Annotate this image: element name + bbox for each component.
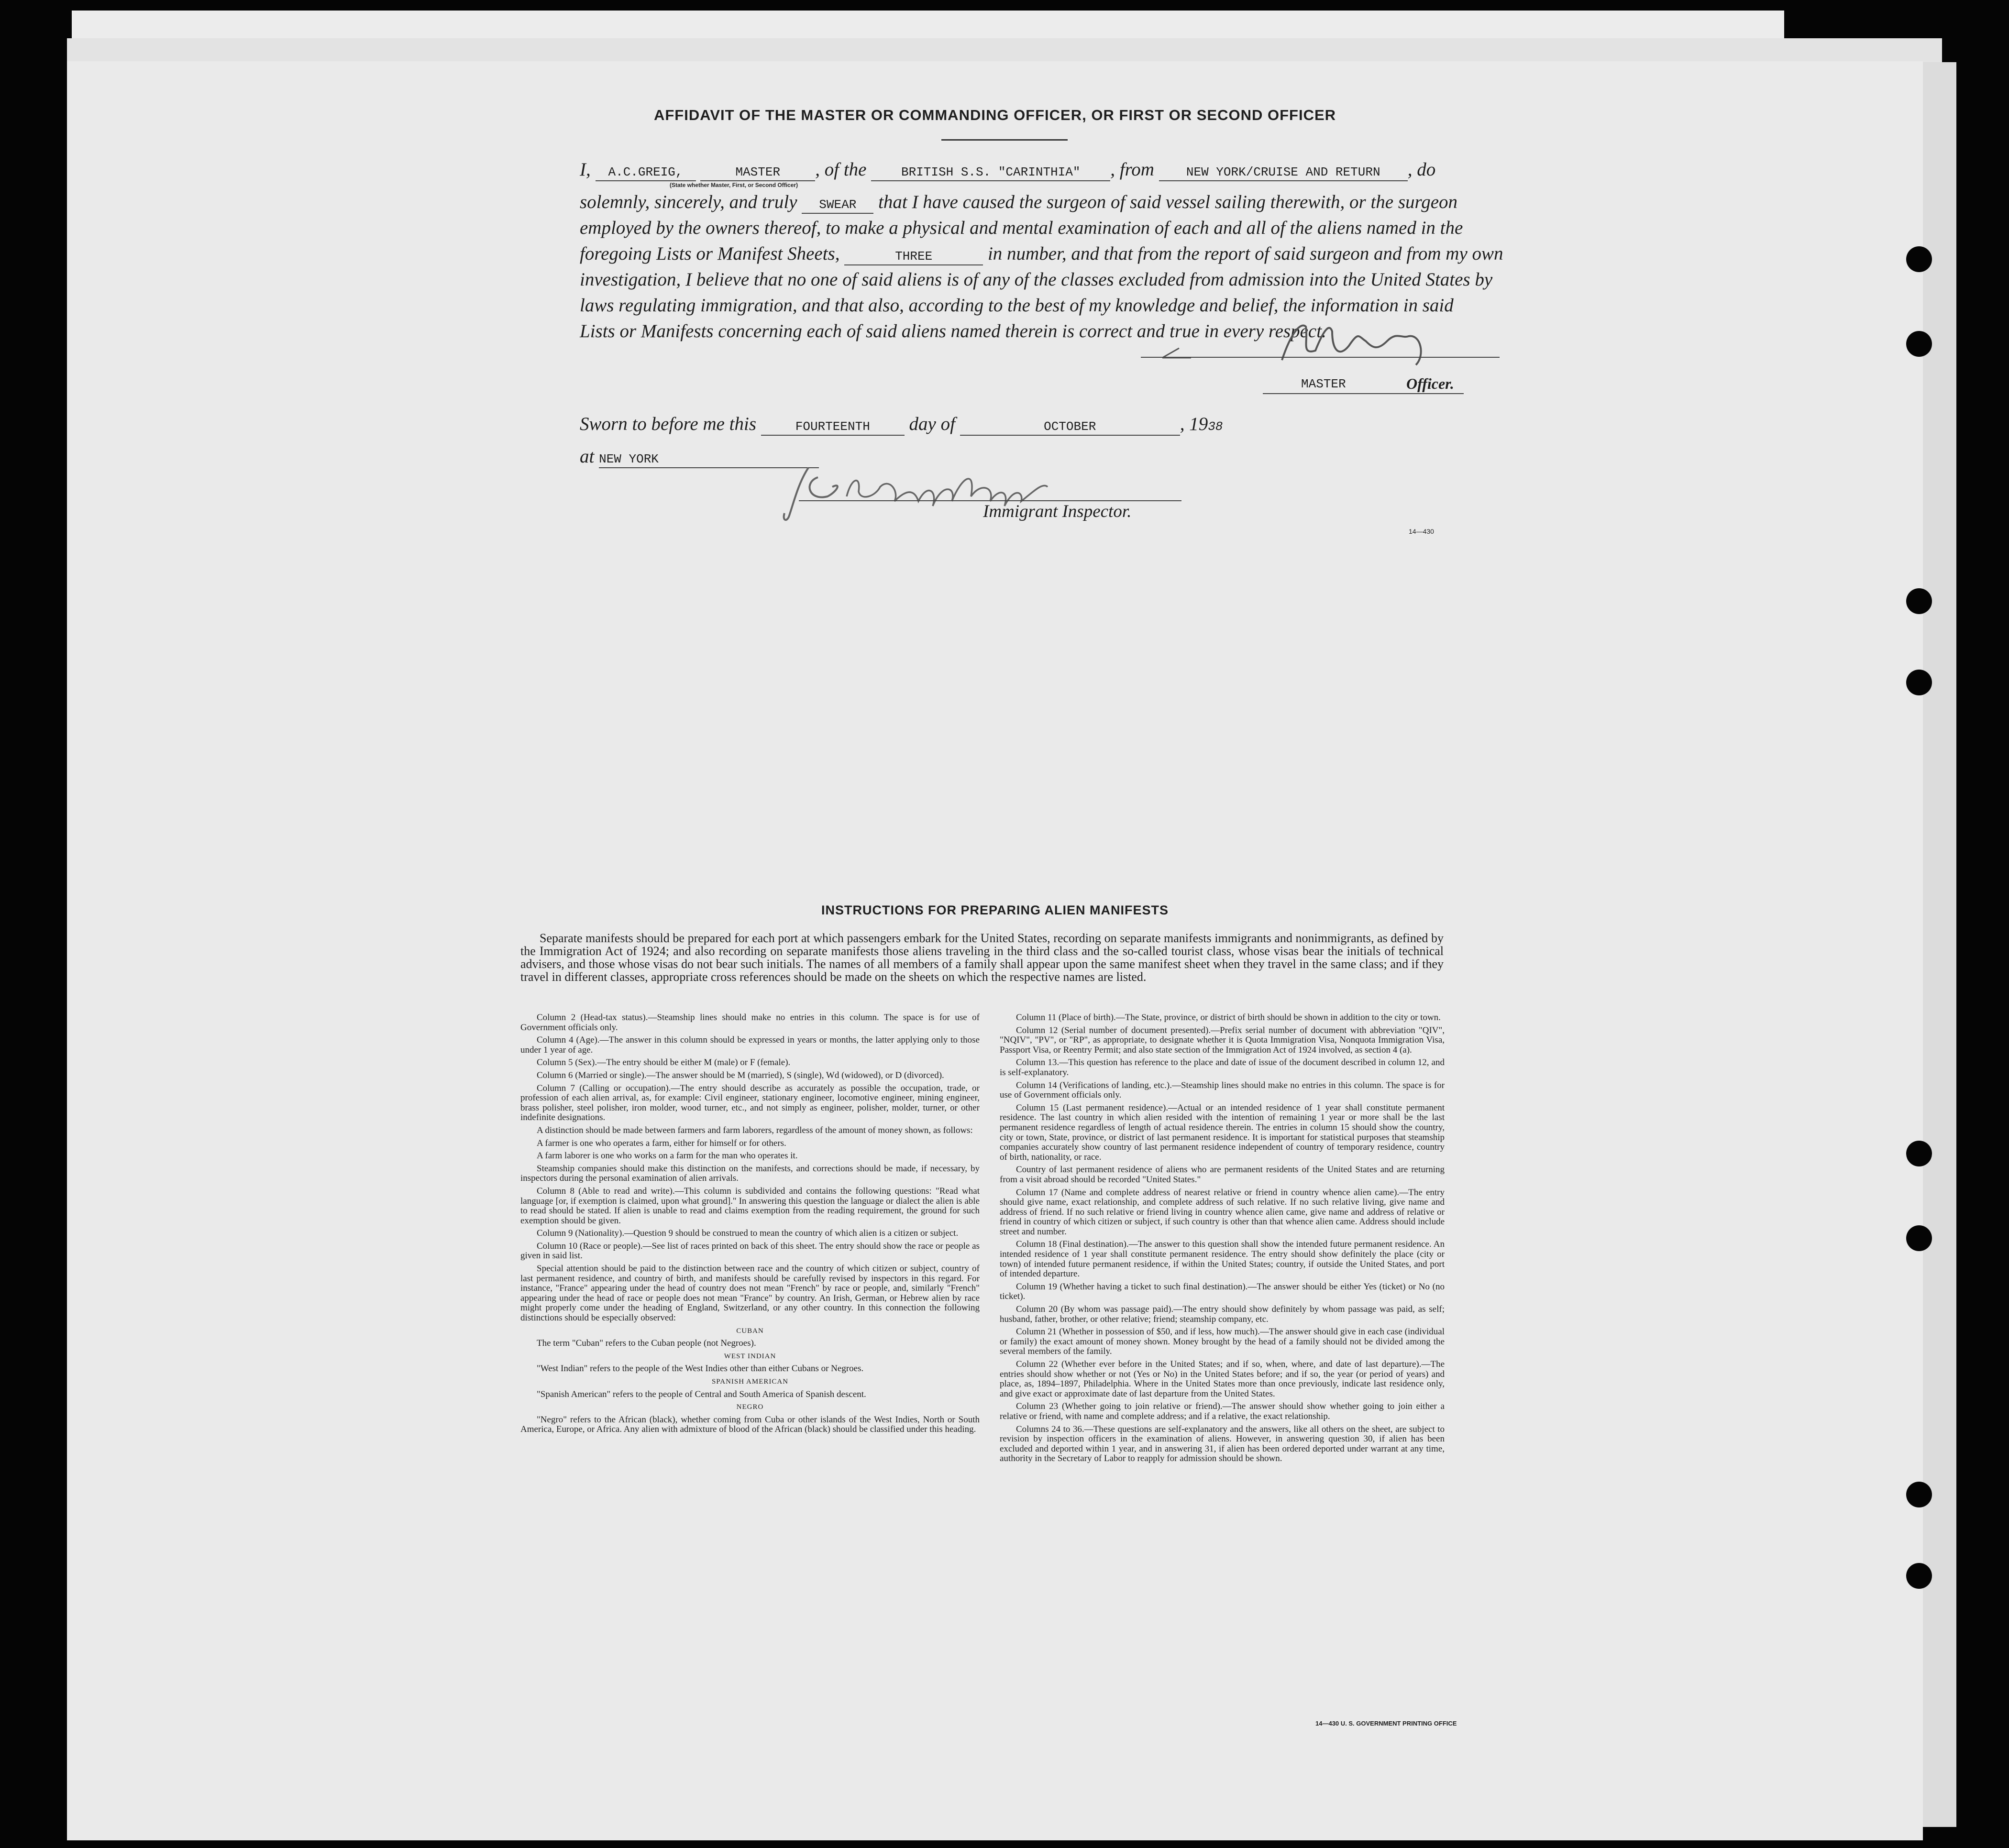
binder-hole bbox=[1906, 1141, 1932, 1166]
port-field: NEW YORK/CRUISE AND RETURN bbox=[1159, 164, 1408, 181]
instruction-paragraph: Column 9 (Nationality).—Question 9 should be construed to mean the country of which alien is a citizen or subject. bbox=[537, 1228, 959, 1239]
instruction-paragraph: "West Indian" refers to the people of the West Indies other than either Cubans or Negroes. bbox=[537, 1364, 864, 1374]
instruction-paragraph: Column 13.—This question has reference to the place and date of issue of the document described in column 12, and is self-explanatory. bbox=[1000, 1057, 1445, 1078]
binder-hole bbox=[1906, 588, 1932, 614]
affidavit-line-2: solemnly, sincerely, and truly SWEAR that I have caused the surgeon of said vessel sailing therewith, or the surgeon bbox=[580, 189, 1517, 215]
affidavit-line-7: Lists or Manifests concerning each of said aliens named therein is correct and true in every respect. bbox=[580, 321, 1326, 341]
instruction-paragraph: A farm laborer is one who works on a farm for the man who operates it. bbox=[537, 1151, 798, 1161]
binder-hole bbox=[1906, 1563, 1932, 1589]
instruction-paragraph: "Negro" refers to the African (black), whether coming from Cuba or other islands of the West Indies, North or South America, Europe, or Africa. Any alien with admixture of blood of the African (black) should be classified under this heading. bbox=[520, 1414, 980, 1435]
master-signature bbox=[1091, 312, 1449, 370]
month-field: OCTOBER bbox=[960, 418, 1180, 436]
instruction-paragraph: Column 23 (Whether going to join relative or friend).—The answer should show whether going to join either a relative or friend, with name and complete address; and if a relative, the exact relationship. bbox=[1000, 1401, 1445, 1421]
instruction-paragraph: A farmer is one who operates a farm, either for himself or for others. bbox=[537, 1138, 786, 1148]
sworn-line: Sworn to before me this FOURTEENTH day of OCTOBER , 1938 bbox=[580, 411, 1517, 440]
inspector-label: Immigrant Inspector. bbox=[983, 502, 1132, 521]
instruction-paragraph: Column 4 (Age).—The answer in this column should be expressed in years or months, the latter applying only to those under 1 year of age. bbox=[520, 1035, 980, 1055]
binder-hole bbox=[1906, 1225, 1932, 1251]
master-title-field: MASTER bbox=[1301, 377, 1346, 391]
instruction-paragraph: Column 14 (Verifications of landing, etc.).—Steamship lines should make no entries in this column. The space is for use of Government officials only. bbox=[1000, 1080, 1445, 1100]
year-field: 38 bbox=[1208, 419, 1223, 434]
affidavit-line-1: I, A.C.GREIG, MASTER , of the BRITISH S.S. "CARINTHIA" , from NEW YORK/CRUISE AND RETURN , do bbox=[580, 157, 1517, 183]
section-heading: SPANISH AMERICAN bbox=[711, 1378, 789, 1386]
name-field: A.C.GREIG, bbox=[596, 164, 696, 181]
binder-hole bbox=[1906, 246, 1932, 272]
form-number: 14—430 bbox=[1409, 528, 1434, 535]
instruction-paragraph: A distinction should be made between farmers and farm laborers, regardless of the amount of money shown, as follows: bbox=[537, 1125, 973, 1135]
instructions-intro: Separate manifests should be prepared for each port at which passengers embark for the United States, recording on separate manifests immigrants and nonimmigrants, as defined by the Immigration Act of 1924; and also recording on separate manifests those aliens traveling in the third class and the so-called tourist class, whose visas bear the initials of technical advisers, and those whose visas do not bear such initials. The names of all members of a family shall appear upon the same manifest sheet when they travel in the same class; and if they travel in different classes, appropriate cross references should be made on the sheets on which the respective names are listed. bbox=[520, 931, 1444, 984]
instruction-paragraph: Column 17 (Name and complete address of nearest relative or friend in country whence alien came).—The entry should give name, exact relationship, and complete address of such relative. If no such relative living, give name and address of friend. If no such relative or friend living in country whence alien came, give name and address of relative or friend in country of which citizen or subject, if such country is other than that whence alien came. Address should include street and number. bbox=[1000, 1187, 1445, 1237]
instruction-paragraph: Column 6 (Married or single).—The answer should be M (married), S (single), Wd (widowed), or D (divorced). bbox=[537, 1070, 944, 1080]
instructions-left-column bbox=[520, 1013, 980, 1438]
binder-hole bbox=[1906, 331, 1932, 357]
instruction-paragraph: Steamship companies should make this distinction on the manifests, and corrections should be made, if necessary, by inspectors during the personal examination of alien arrivals. bbox=[520, 1163, 980, 1184]
instruction-paragraph: Column 8 (Able to read and write).—This column is subdivided and contains the following questions: "Read what language [or, if exemption is claimed, upon what ground]." In answering this question the language or dialect the alien is able to read should be stated. If alien is unable to read and claims exemption from the reading requirement, the ground for such exemption should be given. bbox=[520, 1186, 980, 1226]
instruction-paragraph: Column 7 (Calling or occupation).—The entry should describe as accurately as possible the occupation, trade, or profession of each alien arrival, as, for example: Civil engineer, stationary engineer, locomotive engineer, mining engineer, brass polisher, steel polisher, iron molder, wood turner, etc., and not simply as engineer, polisher, molder, turner, or other indefinite designations. bbox=[520, 1083, 980, 1123]
instruction-paragraph: Country of last permanent residence of aliens who are permanent residents of the United States and are returning from a visit abroad should be recorded "United States." bbox=[1000, 1165, 1445, 1185]
instruction-paragraph: Column 22 (Whether ever before in the United States; and if so, when, where, and date of last departure).—The entries should show whether or not (Yes or No) in the United States before; and if so, the year (or period of years) and place, as, 1894–1897, Philadelphia. Where in the United States more than once previously, indicate last residence only, and give exact or approximate date of last departure from the United States. bbox=[1000, 1359, 1445, 1399]
affidavit-line-6: laws regulating immigration, and that also, according to the best of my knowledge and belief, the information in said bbox=[580, 295, 1454, 316]
affidavit-title: AFFIDAVIT OF THE MASTER OR COMMANDING OFFICER, OR FIRST OR SECOND OFFICER bbox=[653, 107, 1336, 123]
place-field: NEW YORK bbox=[599, 451, 819, 468]
instruction-paragraph: Column 12 (Serial number of document presented).—Prefix serial number of document with abbreviation "QIV", "NQIV", "PV", or "RP", as appropriate, to designate whether it is Quota Immigration Visa, Nonquota Immigration Visa, Passport Visa, or Reentry Permit; and also state section of the Immigration Act of 1924 involved, as section 4 (a). bbox=[1000, 1025, 1445, 1055]
printing-office-footer: 14—430 U. S. GOVERNMENT PRINTING OFFICE bbox=[1315, 1720, 1457, 1727]
affidavit-line-5: investigation, I believe that no one of said aliens is of any of the classes excluded from admission into the United States by bbox=[580, 269, 1493, 290]
instruction-paragraph: Column 10 (Race or people).—See list of races printed on back of this sheet. The entry should show the race or people as given in said list. bbox=[520, 1241, 980, 1261]
section-heading: WEST INDIAN bbox=[724, 1352, 776, 1360]
rank-field: MASTER bbox=[700, 164, 815, 181]
instructions-right-column bbox=[1000, 1013, 1445, 1467]
master-title-line bbox=[1263, 393, 1464, 394]
back-sheet-edge-1 bbox=[72, 11, 1784, 39]
instruction-paragraph: Columns 24 to 36.—These questions are self-explanatory and the answers, like all others on the sheet, are subject to revision by inspection officers in the examination of aliens. However, in answering question 30, if alien has been excluded and deported within 1 year, and in answering 31, if alien has been ordered deported under warrant at any time, authority in the Secretary of Labor to reapply for admission should be shown. bbox=[1000, 1424, 1445, 1464]
binder-hole bbox=[1906, 1482, 1932, 1507]
sheet-count-field: THREE bbox=[844, 248, 983, 265]
instructions-title: INSTRUCTIONS FOR PREPARING ALIEN MANIFESTS bbox=[821, 903, 1169, 917]
vessel-field: BRITISH S.S. "CARINTHIA" bbox=[871, 164, 1110, 181]
instruction-paragraph: The term "Cuban" refers to the Cuban people (not Negroes). bbox=[537, 1338, 756, 1349]
instruction-paragraph: Column 20 (By whom was passage paid).—The entry should show definitely by whom passage was paid, as self; husband, father, brother, or other relative; friend; steamship company, etc. bbox=[1000, 1304, 1445, 1324]
day-field: FOURTEENTH bbox=[761, 418, 905, 436]
oath-field: SWEAR bbox=[802, 197, 873, 214]
instruction-paragraph: Special attention should be paid to the distinction between race and the country of which citizen or subject, country of last permanent residence, and country of birth, and manifests should be carefully revised by inspectors in this regard. For instance, "France" appearing under the head of country does not mean "French" by race or people, and, similarly "French" appearing under the head of race or people does not mean "France" by country. An Irish, German, or Hebrew alien by race might properly come under the heading of England, Switzerland, or any other country. In this connection the following distinctions should be especially observed: bbox=[520, 1264, 980, 1323]
binder-hole bbox=[1906, 670, 1932, 695]
rank-field-note: (State whether Master, First, or Second Officer) bbox=[670, 182, 798, 188]
instruction-paragraph: Column 15 (Last permanent residence).—Actual or an intended residence of 1 year shall constitute permanent residence. The last country in which alien resided with the intention of remaining 1 year or more shall be the last permanent residence regardless of length of actual residence therein. The entries in column 15 should show the country, city or town, State, province, or district of last permanent residence. It is important for statistical purposes that steamship companies accurately show country of last permanent residence independent of country of temporary residence, country of birth, nationality, or race. bbox=[1000, 1102, 1445, 1162]
manifest-page bbox=[67, 61, 1923, 1840]
affidavit-line-3: employed by the owners thereof, to make a physical and mental examination of each and all of the aliens named in the bbox=[580, 218, 1463, 238]
section-heading: CUBAN bbox=[736, 1327, 764, 1335]
title-underline bbox=[941, 139, 1068, 141]
master-signature-line bbox=[1141, 357, 1500, 358]
instruction-paragraph: Column 11 (Place of birth).—The State, province, or district of birth should be shown in addition to the city or town. bbox=[1016, 1012, 1441, 1023]
affidavit-line-4: foregoing Lists or Manifest Sheets, THREE in number, and that from the report of said surgeon and from my own bbox=[580, 241, 1517, 267]
instruction-paragraph: Column 2 (Head-tax status).—Steamship lines should make no entries in this column. The space is for use of Government officials only. bbox=[520, 1012, 980, 1033]
instruction-paragraph: Column 21 (Whether in possession of $50, and if less, how much).—The answer should give in each case (individual or family) the exact amount of money shown. Money brought by the head of a family should not be divided among the several members of the family. bbox=[1000, 1327, 1445, 1357]
right-sheet-edge bbox=[1923, 62, 1956, 1827]
sworn-at-line: at NEW YORK bbox=[580, 444, 1517, 470]
section-heading: NEGRO bbox=[736, 1403, 764, 1411]
instruction-paragraph: Column 18 (Final destination).—The answer to this question shall show the intended future permanent residence. An intended residence of 1 year shall constitute permanent residence. The entry should show definitely the place (city or town) of intended future permanent residence, if within the United States; country, if outside the United States, and port of intended departure. bbox=[1000, 1239, 1445, 1279]
instruction-paragraph: Column 5 (Sex).—The entry should be either M (male) or F (female). bbox=[537, 1057, 791, 1068]
officer-label: Officer. bbox=[1406, 375, 1454, 392]
instruction-paragraph: "Spanish American" refers to the people of Central and South America of Spanish descent. bbox=[537, 1389, 866, 1399]
instruction-paragraph: Column 19 (Whether having a ticket to such final destination).—The answer should be either Yes (ticket) or No (no ticket). bbox=[1000, 1281, 1445, 1302]
